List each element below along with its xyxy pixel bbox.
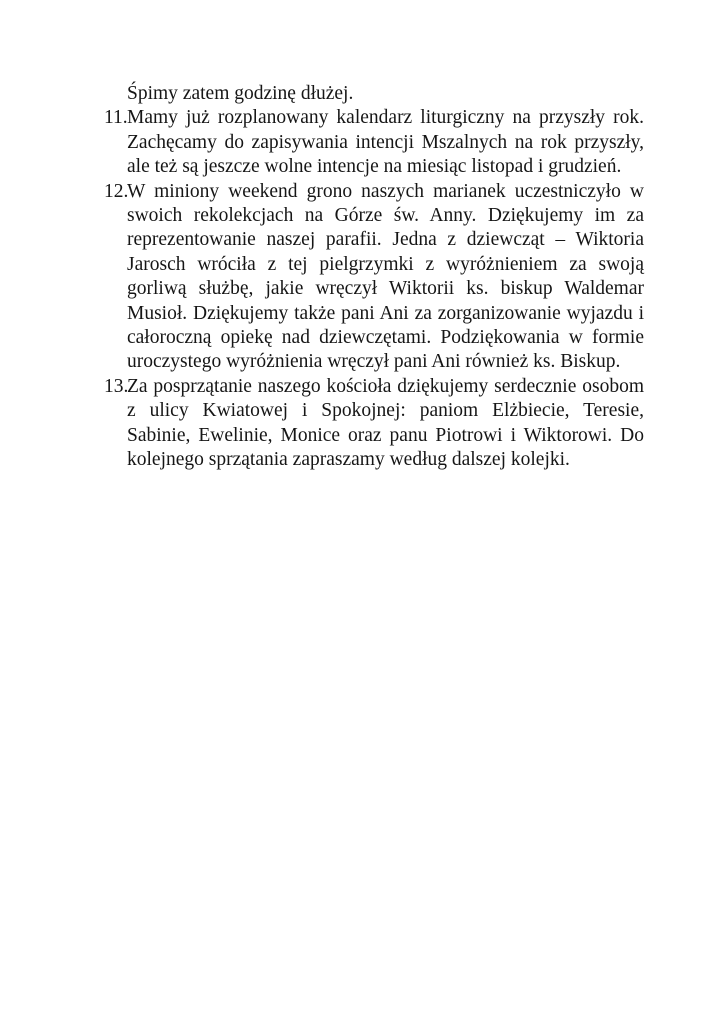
- list-item-11: [104, 106, 644, 179]
- list-item-text: W miniony weekend grono naszych marianek uczestniczyło w swoich rekolekcjach na Górze św. Anny. Dziękujemy im za reprezentowanie naszej parafii. Jedna z dziewcząt – Wiktoria Jarosch wróciła z tej pielgrzymki z wyróżnieniem za swoją gorliwą służbę, jakie wręczył Wiktorii ks. biskup Waldemar Musioł. Dziękujemy także pani Ani za zorganizowanie wyjazdu i całoroczną opiekę nad dziewczętami. Podziękowania w formie uroczystego wyróżnienia wręczył pani Ani również ks. Biskup.: [127, 180, 644, 373]
- list-item-12: [104, 180, 644, 375]
- paragraph-continuation-line: Śpimy zatem godzinę dłużej.: [127, 83, 354, 104]
- list-item-number: 13.: [104, 375, 129, 397]
- list-item-text: Mamy już rozplanowany kalendarz liturgiczny na przyszły rok. Zachęcamy do zapisywania intencji Mszalnych na rok przyszły, ale też są jeszcze wolne intencje na miesiąc listopad i grudzień.: [127, 107, 644, 178]
- list-item-text: Za posprzątanie naszego kościoła dziękujemy serdecznie osobom z ulicy Kwiatowej i Spokojnej: paniom Elżbiecie, Teresie, Sabinie, Ewelinie, Monice oraz panu Piotrowi i Wiktorowi. Do kolejnego sprzątania zapraszamy według dalszej kolejki.: [127, 375, 644, 471]
- announcements-text-block: [104, 82, 644, 473]
- list-item-number: 11.: [104, 107, 128, 129]
- list-item-number: 12.: [104, 180, 129, 202]
- list-item-13: [104, 375, 644, 473]
